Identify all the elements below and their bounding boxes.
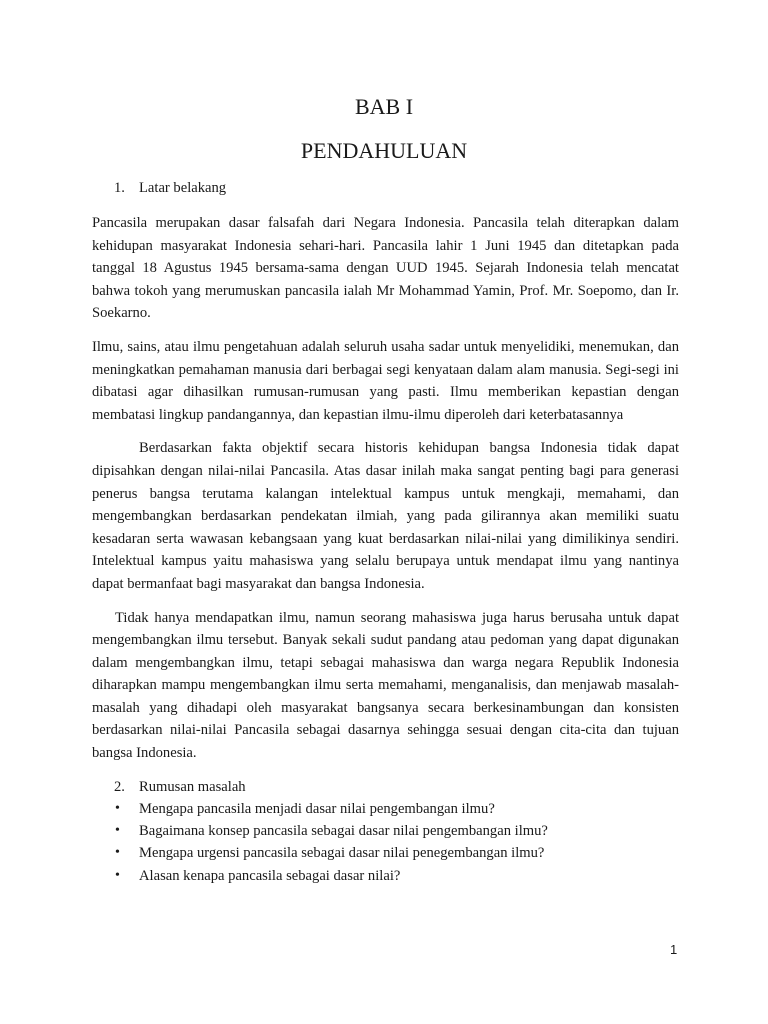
question-text: Bagaimana konsep pancasila sebagai dasar nilai pengembangan ilmu? bbox=[139, 823, 548, 840]
bullet-icon: • bbox=[115, 800, 120, 816]
question-text: Alasan kenapa pancasila sebagai dasar nilai? bbox=[139, 867, 401, 884]
list-item bbox=[92, 798, 679, 820]
question-text: Mengapa pancasila menjadi dasar nilai pengembangan ilmu? bbox=[139, 800, 495, 817]
paragraph-tidak-hanya: Tidak hanya mendapatkan ilmu, namun seorang mahasiswa juga harus berusaha untuk dapat mengembangkan ilmu tersebut. Banyak sekali sudut pandang atau pedoman yang dapat digunakan dalam mengembangkan ilmu, tetapi sebagai mahasiswa dan warga negara Republik Indonesia diharapkan mampu mengembangkan ilmu serta memahami, menganalisis, dan menjawab masalah-masalah yang dihadapi oleh masyarakat bangsanya secara berkesinambungan dan konsisten berdasarkan nilai-nilai Pancasila sebagai dasarnya sehingga sesuai dengan cita-cita dan tujuan bangsa Indonesia. bbox=[92, 609, 679, 762]
bullet-icon: • bbox=[115, 823, 120, 839]
paragraph-berdasarkan: Berdasarkan fakta objektif secara historis kehidupan bangsa Indonesia tidak dapat dipisahkan dengan nilai-nilai Pancasila. Atas dasar inilah maka sangat penting bagi para generasi penerus bangsa terutama kalangan intelektual kampus untuk mengkaji, memahami, dan mengembangkan berdasarkan pendekatan ilmiah, yang pada gilirannya akan memiliki suatu kesadaran serta wawasan kebangsaan yang kuat berdasarkan nilai-nilai yang dimilikinya sendiri. Intelektual kampus yaitu mahasiswa yang selalu berupaya untuk mendapat ilmu yang nantinya dapat bermanfaat bagi masyarakat dan bangsa Indonesia. bbox=[92, 440, 679, 592]
page-number: 1 bbox=[670, 942, 678, 957]
section-heading-rumusan-masalah bbox=[92, 776, 679, 798]
section-label: Latar belakang bbox=[139, 180, 227, 196]
bullet-icon: • bbox=[115, 867, 120, 883]
list-item bbox=[92, 820, 679, 842]
paragraph-ilmu: Ilmu, sains, atau ilmu pengetahuan adalah seluruh usaha sadar untuk menyelidiki, menemukan, dan meningkatkan pemahaman manusia dari berbagai segi kenyataan dalam alam manusia. Segi-segi ini dibatasi agar dihasilkan rumusan-rumusan yang pasti. Ilmu memberikan kepastian dengan membatasi lingkup pandangannya, dan kepastian ilmu-ilmu diperoleh dari keterbatasannya bbox=[92, 338, 679, 423]
section-label: Rumusan masalah bbox=[139, 778, 246, 795]
paragraph-pancasila: Pancasila merupakan dasar falsafah dari Negara Indonesia. Pancasila telah diterapkan dalam kehidupan masyarakat Indonesia sehari-hari. Pancasila lahir 1 Juni 1945 dan ditetapkan pada tanggal 18 Agustus 1945 bersama-sama dengan UUD 1945. Sejarah Indonesia telah mencatat bahwa tokoh yang merumuskan pancasila ialah Mr Mohammad Yamin, Prof. Mr. Soepomo, dan Ir. Soekarno. bbox=[92, 215, 679, 322]
chapter-title: BAB I bbox=[354, 94, 414, 119]
section-heading-latar-belakang bbox=[92, 177, 679, 199]
section-number: 2. bbox=[114, 778, 125, 795]
chapter-subtitle: PENDAHULUAN bbox=[300, 138, 468, 163]
list-item bbox=[92, 865, 679, 887]
section-number: 1. bbox=[114, 180, 125, 196]
question-text: Mengapa urgensi pancasila sebagai dasar nilai penegembangan ilmu? bbox=[139, 845, 545, 862]
question-list bbox=[92, 798, 679, 888]
list-item bbox=[92, 842, 679, 864]
document-body bbox=[92, 177, 679, 887]
bullet-icon: • bbox=[115, 845, 120, 861]
